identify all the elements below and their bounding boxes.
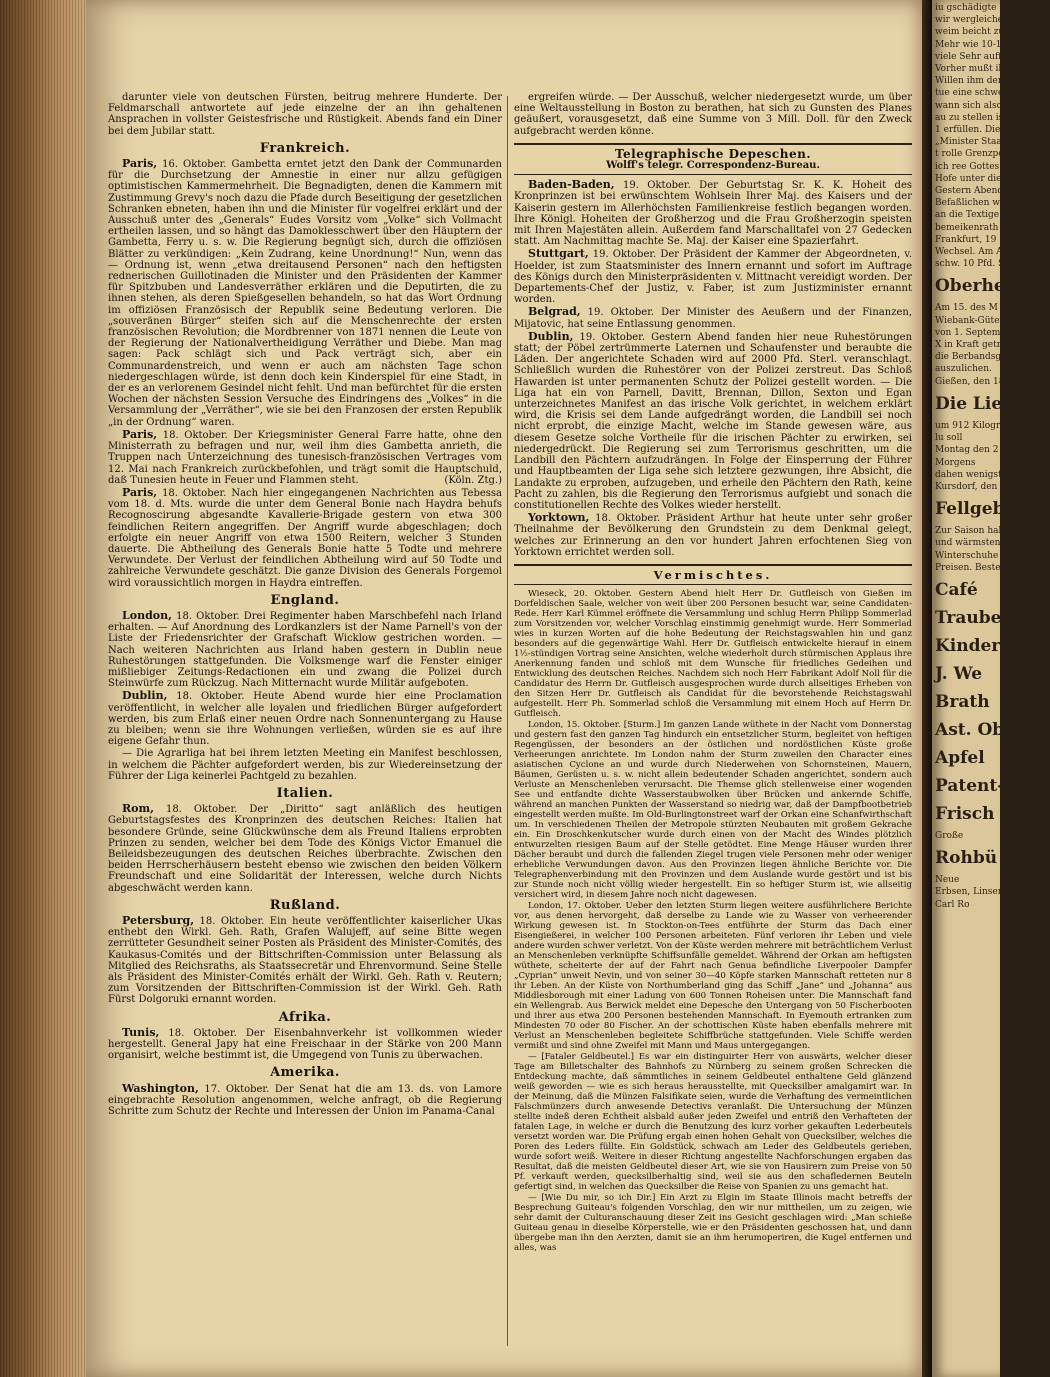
adjacent-page-line: schw. 10 Pfd. Sterl. A	[935, 259, 1033, 270]
article-body: Nach hier eingegangenen Nachrichten aus Tebessa vom 18. d. Mts. wurde die unter dem General Bonie nach Haydra behufs Recognoscirung abgesandte Kavallerie-Brigade gestern von etwa 300 feindlichen Reitern angegriffen. Der Angriff wurde abgeschlagen; doch erfolgte ein neuer Angriff von etwa 1500 Reitern, welcher 3 Stunden dauerte. Die Abtheilung des Generals Bonie hatte 5 Todte und mehrere Verwundete. Der Verlust der feindlichen Abtheilung wird auf 50 Todte und zahlreiche Verwundete geschätzt. Die ganze Division des Generals Forgemol wird voraussichtlich morgen in Haydra eintreffen.	[108, 487, 502, 589]
adjacent-page-line: J. We	[935, 663, 983, 684]
adjacent-page-line: um 912 Kilogr.	[935, 420, 1003, 431]
adjacent-page-line: „Minister Staatscom	[935, 137, 1029, 148]
adjacent-page-line: wir wergleichen ist	[935, 15, 1023, 26]
article-paris-2	[108, 429, 502, 486]
adjacent-page-line: Preisen. Bestens	[935, 562, 1011, 573]
article-paris-3	[108, 487, 502, 589]
adjacent-page-line: die Berbandsgüter	[935, 352, 1021, 363]
dateline: Paris,	[122, 485, 158, 499]
article-dublin	[108, 690, 502, 747]
miscellany-title: Vermischtes.	[653, 567, 773, 582]
adjacent-page-line: Gießen, den 18. O	[935, 376, 1018, 387]
adjacent-page-line: Frisch ein	[935, 803, 1031, 824]
adjacent-page-line: dahen wenigstbietende	[935, 469, 1042, 480]
date: 18. Oktober.	[176, 610, 240, 622]
date: 18. Oktober.	[199, 916, 265, 928]
adjacent-page-line: Apfel	[935, 747, 985, 768]
dateline: Belgrad,	[528, 305, 581, 319]
date: 18. Oktober.	[162, 429, 228, 441]
adjacent-page-line: Traube	[935, 607, 1002, 628]
adjacent-page-line: Winterschuhe	[935, 550, 999, 561]
adjacent-page-line: iu gschädigte Kau	[935, 3, 1018, 13]
article-body: Präsident Arthur hat heute unter sehr großer Theilnahme der Bevölkerung den Grundstein zu dem Denkmal gelegt, welches zur Erinnerung an den vor hundert Jahren erfochtenen Sieg von Yorktown errichtet werden soll.	[514, 513, 913, 558]
adjacent-page-line: viele Sehr aufflebe	[935, 51, 1021, 62]
adjacent-page-line: Willen ihm den	[935, 76, 1004, 87]
dateline: Stuttgart,	[528, 247, 589, 261]
article-body: Der „Diritto“ sagt anläßlich des heutigen Geburtstagsfestes des Kronprinzen des deutschen Reiches: Italien hat besondere Gründe, seine Glückwünsche dem als Freund Italiens erprobten Prinzen zu senden, welcher bei dem Tode des Königs Victor Emanuel die Beileidsbezeugungen des deutschen Reiches überbrachte. Zwischen den beiden Herrscherhäusern besteht ebenso wie zwischen den beiden Völkern Freundschaft und eine Solidarität der Interessen, welche durch Nichts abgeschwächt werden kann.	[108, 804, 502, 894]
article-body: Der Senat hat die am 13. ds. von Lamore eingebrachte Resolution angenommen, welche anfragt, ob die Regierung Schritte zum Schutz der Rechte und Interessen der Union im Panama-Canal	[108, 1083, 502, 1118]
dateline: Paris,	[122, 157, 158, 171]
adjacent-page-line: Zur Saison halte	[935, 526, 1011, 537]
article-rom	[108, 803, 502, 894]
article-body: Der Präsident der Kammer der Abgeordneten, v. Hoelder, ist zum Staatsminister des Innern ernannt und sofort im Auftrage des Königs durch den Ministerpräsidenten v. Mittnacht vereidigt worden. Der Departements-Chef der Justiz, v. Faber, ist zum Justizminister ernannt worden.	[514, 249, 913, 306]
article-body: Der Minister des Aeußern und der Finanzen, Mijatovic, hat seine Entlassung genommen.	[514, 307, 913, 330]
adjacent-page-line: Kinder-Pel	[935, 635, 1037, 656]
article-continuation: darunter viele von deutschen Fürsten, beitrug mehrere Hunderte. Der Feldmarschall antwortete auf jede einzelne der an ihn gehaltenen Ansprachen in vollster Geistesfrische und Rüstigkeit. Abends fand ein Diner bei dem Jubilar statt.	[108, 92, 502, 137]
telegram-dublin	[514, 331, 912, 511]
article-body: Der Eisenbahnverkehr ist vollkommen wieder hergestellt. General Japy hat eine Freischaar in der Stärke von 200 Mann organisirt, welche bestimmt ist, die Umgegend von Tunis zu überwachen.	[108, 1027, 503, 1062]
adjacent-page-line: Große	[935, 830, 964, 841]
article-body: Heute Abend wurde hier eine Proclamation veröffentlicht, in welcher alle loyalen und friedlichen Bürger aufgefordert werden, bis zum Erlaß einer neuen Ordre nach Sonnenuntergang zu Hause zu bleiben; wenn sie ihre Wohnungen verließen, würden sie es auf ihre eigene Gefahr thun.	[108, 691, 502, 748]
book-binding-edge	[0, 0, 86, 1377]
section-heading-frankreich: Frankreich.	[259, 140, 351, 156]
date: 18. Oktober.	[595, 513, 661, 525]
column-left	[108, 92, 502, 1367]
misc-london-storm-2: London, 17. Oktober. Ueber den letzten Sturm liegen weitere ausführlichere Berichte vor, aus denen hervorgeht, daß derselbe zu Lande wie zu Wasser von verheerender Wirkung gewesen ist. In Stockton-on-Tees entführte der Sturm das Dach einer Eisengießerei, in welcher 100 Personen arbeiteten. Fünf verloren ihr Leben und viele andere wurden schwer verletzt. Von der Küste werden mehrere mit beträchtlichem Verlust an Menschenleben verknüpfte Schiffsunfälle gemeldet. Während der Orkan am heftigsten wüthete, scheiterte der auf der Fahrt nach Genua befindliche Liverpooler Dampfer „Cyprian“ unweit Nevin, und von seiner 30—40 Köpfe starken Mannschaft retteten nur 8 ihr Leben. An der Küste von Northumberland ging das Schiff „Jane“ und „Johanna“ aus Middlesborough mit einer Ladung von 600 Tonnen Roheisen unter. Die Mannschaft fand ein Wellengrab. Aus Berwick meldet eine Depesche den Untergang von 50 Fischerbooten und ihrer aus etwa 200 Personen bestehenden Mannschaft. In Eyemouth ertranken zum Mindesten 70 oder 80 Fischer. An der schottischen Küste haben ebenfalls mehrere mit Verlust an Menschenleben begleitete Schiffbrüche stattgefunden. Viele Schiffe werden vermißt und sind ohne Zweifel mit Mann und Maus untergegangen.	[514, 901, 912, 1052]
misc-fatal-purse: — [Fataler Geldbeutel.] Es war ein distinguirter Herr von auswärts, welcher dieser Tage am Billetschalter des Bahnhofs zu Nürnberg zu seinem großen Schrecken die Entdeckung machte, daß sämmtliches in seinem Geldbeutel enthaltene Geld glänzend weiß geworden — wie es sich heraus herausstellte, mit Quecksilber amalgamirt war. In der Meinung, daß die Münzen Falsifikate seien, wurde die Verhaftung des vermeintlichen Falschmünzers durch anwesende Detectivs veranlaßt. Die Untersuchung der Münzen stellte indeß deren Echtheit alsbald außer jeden Zweifel und entriß den Verhafteten der fatalen Lage, in welche er durch die Benutzung des kurz vorher gekauften Lederbeutels versetzt worden war. Die Prüfung ergab einen hohen Gehalt von Quecksilber, welches die Poren des Leders füllte. Ein Goldstück, schwach am Leder des Geldbeutels gerieben, wurde sofort weiß. Weitere in dieser Richtung angestellte Nachforschungen ergaben das Resultat, daß die meisten Geldbeutel dieser Art, wie sie von Hausirern zum Preise von 50 Pf. verkauft werden, quecksilberhaltig sind, weil sie aus den schafledernen Beuteln gefertigt sind, in welchen das Quecksilber die Reise von Spanien zu uns gemacht hat.	[514, 1052, 912, 1193]
telegrams-header	[514, 143, 912, 175]
article-agrarliga: — Die Agrarliga hat bei ihrem letzten Meeting ein Manifest beschlossen, in welchem die Pächter aufgefordert werden, bis zur Wiedereinsetzung der Führer der Liga keinerlei Pachtgeld zu bezahlen.	[108, 748, 502, 782]
article-body: Drei Regimenter haben Marschbefehl nach Irland erhalten. — Auf Anordnung des Lordkanzlers ist der Name Parnell's von der Liste der Friedensrichter der Grafschaft Wicklow gestrichen worden. — Nach weiteren Nachrichten aus Irland haben gestern in Dublin neue Ruhestörungen stattgefunden. Die Volksmenge warf die Fenster einiger mißliebiger Zeitungs-Redactionen ein und zwang die Polizei durch Steinwürfe zum Rückzug. Nach Mitternacht wurde Militär aufgeboten.	[108, 610, 502, 690]
telegram-yorktown	[514, 512, 912, 558]
adjacent-page-line: tue eine schwerer	[935, 88, 1018, 99]
adjacent-page-line: X in Kraft getre	[935, 340, 1007, 351]
dateline: Rom,	[122, 802, 154, 816]
misc-wieseck: Wieseck, 20. Oktober. Gestern Abend hielt Herr Dr. Gutfleisch von Gießen im Dorfeldischen Saale, welcher von weit über 200 Personen besucht war, seine Candidaten-Rede. Herr Karl Kümmel eröffnete die Versammlung und schlug Herrn Philipp Sommerlad zum Vorsitzenden vor, welcher Vorschlag einstimmig genehmigt wurde. Herr Sommerlad wies in kurzen Worten auf die hohe Bedeutung der Reichstagswahlen hin und ganz besonders auf die gegenwärtige Wahl. Herr Dr. Gutfleisch entwickelte hierauf in einem 1½-stündigen Vortrag seine Ansichten, welche wiederholt durch stürmischen Applaus ihre Anerkennung fanden und schloß mit dem Wunsche für friedliches Gedeihen und Entwicklung des deutschen Reiches. Nachdem sich noch Herr Fabrikant Adolf Noll für die Candidatur des Herrn Dr. Gutfleisch ausgesprochen wurde durch allseitiges Erheben von den Sitzen Herr Dr. Gutfleisch als Candidat für die bevorstehende Reichstagswahl aufgestellt. Herr Ph. Sommerlad schloß die Versammlung mit einem Hoch auf Herrn Dr. Gutfleisch.	[514, 589, 912, 720]
adjacent-page-line: weim beicht zu	[935, 27, 1005, 38]
misc-guiteau: — [Wie Du mir, so ich Dir.] Ein Arzt zu Elgin im Staate Illinois macht betreffs der Besprechung Guiteau's folgenden Vorschlag, den wir nur mittheilen, um zu zeigen, wie sehr damit der Culturanschauung dieser Zeit ins Gesicht geschlagen wird: „Man schieße Guiteau genau in dieselbe Körperstelle, wie er den Präsidenten geschossen hat, und dann übergebe man ihn den Aerzten, damit sie an ihm herumoperiren, die Kugel entfernen und alles, was	[514, 1193, 912, 1254]
adjacent-page-line: Carl Ro	[935, 899, 970, 910]
article-london	[108, 610, 502, 689]
date: 18. Oktober.	[165, 804, 238, 816]
date: 17. Oktober.	[204, 1083, 270, 1095]
dateline: Yorktown,	[528, 511, 590, 525]
section-heading-afrika: Afrika.	[278, 1009, 332, 1025]
dateline: Baden-Baden,	[528, 178, 615, 192]
miscellany-header	[514, 564, 912, 585]
date: 19. Oktober.	[587, 307, 655, 319]
dateline: Paris,	[122, 427, 158, 441]
adjacent-page-line: Rohbü	[935, 848, 998, 869]
page-gutter	[922, 0, 932, 1377]
adjacent-page-line: Fellgeb	[935, 499, 1005, 520]
adjacent-page-fragment	[932, 0, 1050, 1377]
article-paris-1	[108, 158, 502, 428]
column-right	[514, 92, 912, 1367]
adjacent-page-line: Vorher mußt ihr	[935, 64, 1009, 75]
adjacent-page-line: Wiebank-Gütersehen	[935, 315, 1031, 326]
article-washington	[108, 1083, 502, 1118]
article-tunis	[108, 1027, 502, 1062]
adjacent-page-line: Befaßlichen wor einer	[935, 198, 1037, 209]
article-body: Gestern Abend fanden hier neue Ruhestörungen statt; der Pöbel zertrümmerte Laternen und Schaufenster und beraubte die Läden. Der angerichtete Schaden wird auf 2000 Pfd. Sterl. veranschlagt. Schließlich wurden die Ruhestörer von der Polizei zerstreut. Das Schloß Hawarden ist unter permanenten Schutz der Polizei gestellt worden. — Die Liga hat ein von Parnell, Davitt, Brennan, Dillon, Sexton und Egan unterzeichnetes Manifest an das irische Volk gerichtet, in welchem erklärt wird, die Krisis sei dem Lande aufgedrängt worden, die Landbill sei noch nicht erprobt, die einzige Macht, welche im Stande gewesen wäre, aus diesem Gesetze solche Vortheile für die irischen Pächter zu erwirken, sei niedergedrückt. Die Regierung sei zum Terrorismus geschritten, um die Landbill den Pächtern aufzudrängen. In Folge der Einsperrung der Führer und Hauptbeamten der Liga sehe sich letztere gezwungen, ihre Absicht, die Landakte zu erproben, aufzugeben, und erheile den Pächtern den Rath, keine Pacht zu zahlen, bis die Regierung den Terrorismus aufgiebt und sonach die constitutionellen Rechte des Volkes wieder herstellt.	[514, 331, 913, 511]
article-body: Gambetta erntet jetzt den Dank der Communarden für die Durchsetzung der Amnestie in einer nur allzu gefügigen optimistischen Kammermehrheit. Die Begnadigten, denen die Kammern mit Zustimmung Grevy's noch dazu die Pfade durch Beseitigung der gesetzlichen Schranken ebneten, haben ihn und die Minister für vogelfrei erklärt und der Ausschuß unter des „Generals“ Eudes Vorsitz vom „Volke“ sich Vollmacht ertheilen lassen, und so hängt das Damoklesschwert über den Häuptern der Gambetta, Ferry u. s. w. Die Regierung begnügt sich, durch die offiziösen Blätter zu verkündigen: „Kein Zudrang, keine Unordnung!“ Nun, wenn das — Ordnung ist, wenn „etwa dreitausend Personen“ nach den heftigsten rednerischen Guillotinaden die Minister und den Präsidenten der Kammer für Spitzbuben und Landesverräther erklären und die Deputirten, die zu ihnen stehen, als deren Spießgesellen behandeln, so hat das Wort Ordnung im offiziösen Französisch der Republik seine Bedeutung verloren. Die „souveränen Bürger“ steifen sich auf die Menschenrechte der ersten französischen Revolution; die Mordbrenner von 1871 nennen die Leute von der Regierung der Nationalvertheidigung Verräther und Diebe. Man mag sagen: Pack schlägt sich und Pack verträgt sich, aber ein Communardenstreich, und wenn er auch am nächsten Tage schon niedergeschlagen würde, ist denn doch kein Kinderspiel für eine Stadt, in der es an verlorenem Gesindel nicht fehlt. Und man befürchtet für die ersten Wochen der nächsten Session Versuche des Eindringens des „Volkes“ in die Versammlung der „Verräther“, wie sie bei den Franzosen der ersten Republik „in der Ordnung“ waren.	[108, 159, 502, 428]
dateline: Washington,	[122, 1081, 199, 1095]
adjacent-page-line: Wechsel. Am A	[935, 247, 1003, 258]
article-body: Ein heute veröffentlichter kaiserlicher Ukas enthebt den Wirkl. Geh. Rath, Grafen Walujeff, auf seine Bitte wegen zerrütteter Gesundheit seiner Posten als Präsident des Minister-Comités, des Kaukasus-Comités und der Bittschriften-Commission unter Belassung als Mitglied des Reichsraths, als Staatssecretär und Ehrenvormund. Seine Stelle als Präsident des Minister-Comités erhält der Wirkl. Geh. Rath v. Reutern; zum Vorsitzenden der Bittschriften-Commission ist der Wirkl. Geh. Rath Fürst Dolgoruki ernannt worden.	[108, 916, 503, 1006]
adjacent-page-line: Montag den 2	[935, 445, 999, 456]
dateline: London,	[122, 608, 172, 622]
adjacent-page-line: von 1. September	[935, 327, 1016, 338]
adjacent-page-text	[932, 0, 1050, 913]
telegram-belgrad	[514, 306, 912, 329]
adjacent-page-line: au zu stellen ist mit	[935, 112, 1025, 123]
adjacent-page-line: 1 erfüllen. Die	[935, 125, 1001, 136]
adjacent-page-line: wann sich also	[935, 100, 1002, 111]
article-body: Der Geburtstag Sr. K. K. Hoheit des Kronprinzen ist bei erwünschtem Wohlsein Ihrer Maj. des Kaisers und der Kaiserin gestern im Allerhöchsten Familienkreise festlich begangen worden. Ihre Königl. Hoheiten der Großherzog und die Frau Großherzogin speisten mit Ihren Majestäten allein. Außerdem fand Marschalltafel von 27 Gedecken statt. Am Nachmittag machte Se. Maj. der Kaiser eine Spazierfahrt.	[514, 180, 912, 248]
column-divider	[507, 96, 508, 1346]
date: 18. Oktober.	[162, 487, 227, 499]
adjacent-page-line: bemeikenrath	[935, 222, 999, 233]
telegrams-title: Telegraphische Depeschen.	[614, 146, 812, 161]
telegram-stuttgart	[514, 248, 912, 305]
article-petersburg	[108, 915, 502, 1006]
adjacent-page-line: Gestern Abend	[935, 186, 1004, 197]
adjacent-page-line: Morgens	[935, 457, 976, 468]
adjacent-page-line: Erbsen, Linsen	[935, 887, 1004, 898]
date: 19. Oktober.	[579, 331, 646, 343]
dateline: Tunis,	[122, 1025, 160, 1039]
adjacent-page-line: Frankfurt, 19	[935, 234, 997, 245]
section-heading-amerika: Amerika.	[270, 1065, 340, 1081]
adjacent-page-line: t rolle Grenzposten	[935, 149, 1024, 160]
adjacent-page-line: an die Textige rief	[935, 210, 1018, 221]
adjacent-page-line: Brath	[935, 691, 990, 712]
adjacent-page-line: Die Lie	[935, 393, 1003, 414]
section-heading-italien: Italien.	[276, 785, 334, 801]
section-heading-england: England.	[270, 592, 340, 608]
adjacent-page-line: Neue	[935, 875, 960, 886]
adjacent-page-line: Café	[935, 579, 978, 600]
source-note: (Köln. Ztg.)	[444, 474, 502, 486]
adjacent-page-line: Hofe unter die beict	[935, 173, 1027, 184]
adjacent-page-line: Kursdorf, den 1	[935, 481, 1006, 492]
article-washington-continued: ergreifen würde. — Der Ausschuß, welcher niedergesetzt wurde, um über eine Weltausstellung in Boston zu berathen, hat sich zu Gunsten des Planes geäußert, vorausgesetzt, daß eine Summe von 3 Mill. Doll. für den Zweck aufgebracht werden könne.	[514, 92, 912, 137]
telegrams-subtitle: Wolff's telegr. Correspondenz-Bureau.	[606, 160, 820, 172]
section-heading-russland: Rußland.	[269, 897, 341, 913]
dateline: Petersburg,	[122, 914, 195, 928]
adjacent-page-line: auszulichen.	[935, 364, 992, 375]
adjacent-page-line: und wärmsten ja	[935, 538, 1012, 549]
dateline: Dublin,	[122, 689, 168, 703]
adjacent-page-line: Ast. Obs	[935, 719, 1014, 740]
adjacent-page-line: Mehr wie 10-16	[935, 39, 1008, 50]
adjacent-page-line: Am 15. des M	[935, 303, 998, 314]
dateline: Dublin,	[528, 329, 574, 343]
telegram-baden-baden	[514, 179, 912, 247]
adjacent-page-line: ich ree Gottes gebr	[935, 161, 1024, 172]
article-body: Der Kriegsminister General Farre hatte, ohne den Ministerrath zu befragen und nur, weil ihm dies Gambetta anrieth, die Truppen nach Unterzeichnung des tunesisch-französischen Vertrages vom 12. Mai nach Frankreich zurückbefohlen, und trägt somit die Hauptschuld, daß Tunesien heute in Feuer und Flammen steht.	[108, 429, 502, 486]
date: 18. Oktober.	[168, 1027, 237, 1039]
date: 16. Oktober.	[162, 159, 227, 171]
adjacent-page-line: Patent-	[935, 775, 1005, 796]
date: 19. Oktober.	[592, 249, 657, 261]
adjacent-page-line: lu soll	[935, 433, 963, 444]
adjacent-page-line: Oberheff. Ei	[935, 276, 1050, 297]
date: 18. Oktober.	[176, 691, 245, 703]
date: 19. Oktober.	[623, 180, 691, 192]
misc-london-storm: London, 15. Oktober. [Sturm.] Im ganzen Lande wüthete in der Nacht vom Donnerstag und gestern fast den ganzen Tag hindurch ein entsetzlicher Sturm, begleitet von heftigen Regengüssen, der besonders an der östlichen und nordöstlichen Küste große Verheerungen anrichtete. Im London nahm der Sturm zuweilen den Character eines asiatischen Cyclone an und wurde durch Niederwehen von Schornsteinen, Mauern, Bäumen, Gerüsten u. s. w. nicht allein bedeutender Schaden angerichtet, sondern auch Verluste an Menschenleben verursacht. Die Themse glich stellenweise einer wogenden See und entfandte dichte Wasserstaubwolken über Brücken und ankernde Schiffe, während an manchen Punkten der Wasserstand so niedrig war, daß der Dampfbootbetrieb eingestellt werden mußte. Im Old-Burlingtonstreet warf der Orkan eine Schanfwirthschaft um. In verschiedenen Theilen der Metropole stürzten Neubauten mit großem Gekrache ein. Ein Droschkenkutscher wurde durch einen von der Macht des Windes plötzlich entwurzelten riesigen Baum auf der Stelle getödtet. Eine Menge Häuser wurden ihrer Dächer beraubt und durch die fallenden Ziegel trugen viele Personen mehr oder weniger erhebliche Verwundungen davon. Aus den Provinzen liegen ähnliche Berichte vor. Die Telegraphenverbindung mit den Provinzen und dem Auslande wurde gestört und ist bis zur Stunde noch nicht völlig wieder hergestellt. Ein so heftiger Sturm ist, wie allseitig versichert wird, in diesem Jahre noch nicht dagewesen.	[514, 720, 912, 901]
